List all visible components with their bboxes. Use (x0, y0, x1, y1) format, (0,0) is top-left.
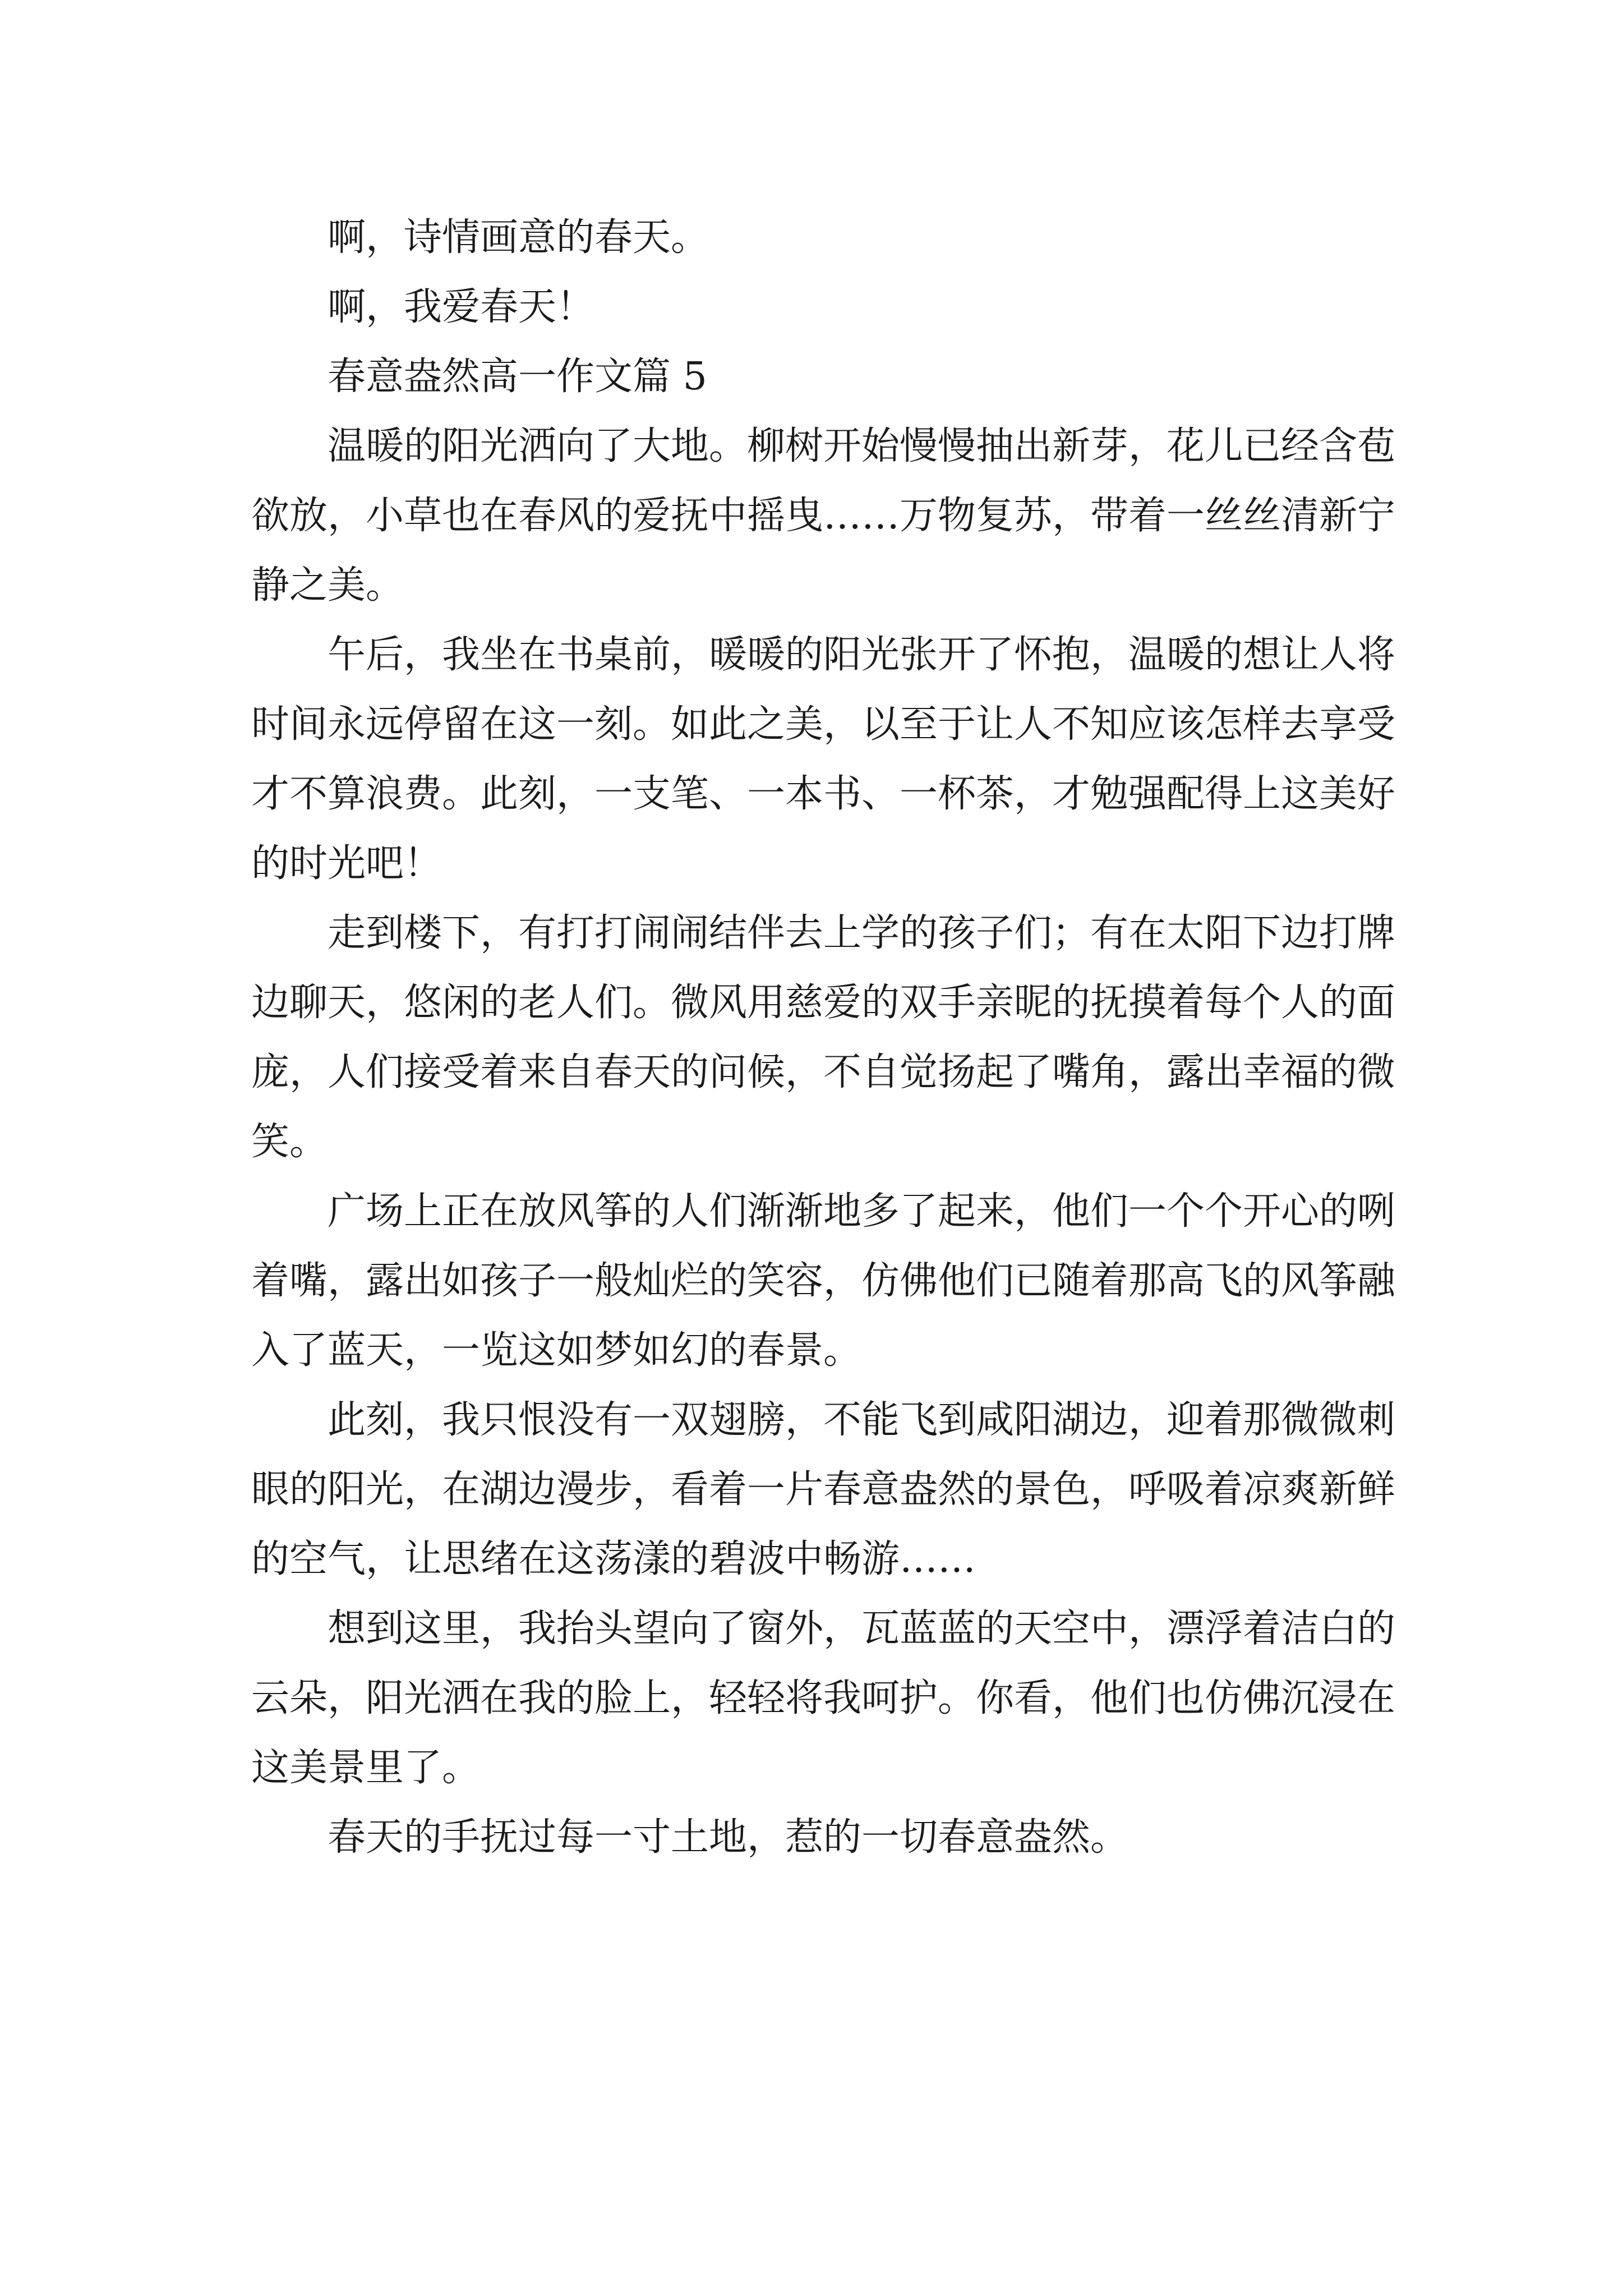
paragraph-4: 午后，我坐在书桌前，暖暖的阳光张开了怀抱，温暖的想让人将时间永远停留在这一刻。如此之美，以至于让人不知应该怎样去享受才不算浪费。此刻，一支笔、一本书、一杯茶，才勉强配得上这美好的时光吧！ (251, 633, 1396, 886)
paragraph-8: 想到这里，我抬头望向了窗外，瓦蓝蓝的天空中，漂浮着洁白的云朵，阳光洒在我的脸上，轻轻将我呵护。你看，他们也仿佛沉浸在这美景里了。 (251, 1607, 1396, 1790)
paragraph-1: 啊，诗情画意的春天。 (328, 215, 709, 260)
paragraph-2: 啊，我爱春天！ (328, 285, 595, 329)
paragraph-6: 广场上正在放风筝的人们渐渐地多了起来，他们一个个开心的咧着嘴，露出如孩子一般灿烂的笑容，仿佛他们已随着那高飞的风筝融入了蓝天，一览这如梦如幻的春景。 (251, 1189, 1396, 1373)
paragraph-9: 春天的手抚过每一寸土地，惹的一切春意盎然。 (328, 1815, 1129, 1860)
paragraph-3: 温暖的阳光洒向了大地。柳树开始慢慢抽出新芽，花儿已经含苞欲放，小草也在春风的爱抚中摇曳……万物复苏，带着一丝丝清新宁静之美。 (251, 424, 1396, 608)
document-body (251, 203, 1395, 1872)
paragraph-5: 走到楼下，有打打闹闹结伴去上学的孩子们；有在太阳下边打牌边聊天，悠闲的老人们。微风用慈爱的双手亲昵的抚摸着每个人的面庞，人们接受着来自春天的问候，不自觉扬起了嘴角，露出幸福的微笑。 (251, 911, 1396, 1164)
section-heading: 春意盎然高一作文篇 5 (328, 355, 707, 399)
paragraph-7: 此刻，我只恨没有一双翅膀，不能飞到咸阳湖边，迎着那微微刺眼的阳光，在湖边漫步，看着一片春意盎然的景色，呼吸着凉爽新鲜的空气，让思绪在这荡漾的碧波中畅游…… (251, 1398, 1396, 1581)
